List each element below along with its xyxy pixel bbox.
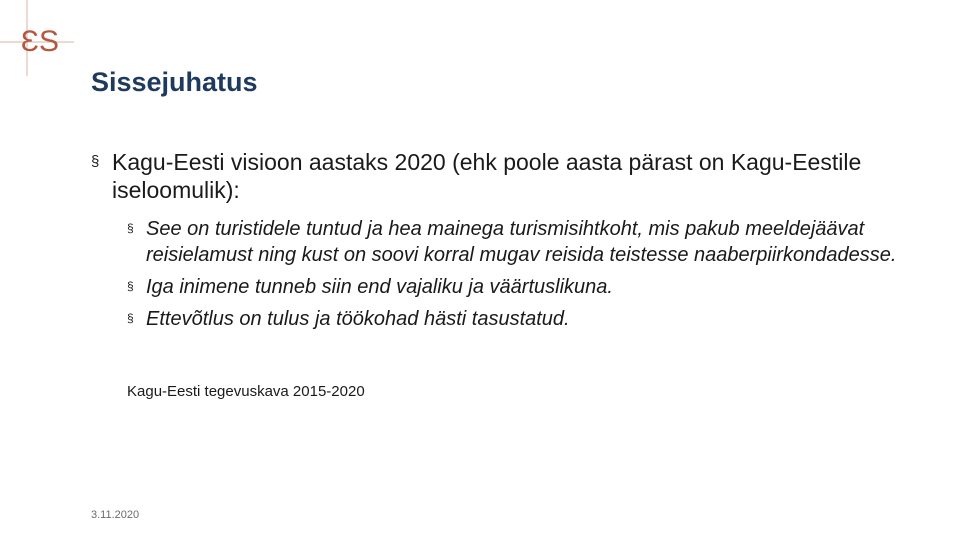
- es-monogram-icon: [0, 0, 80, 80]
- source-citation: Kagu-Eesti tegevuskava 2015-2020: [127, 383, 365, 400]
- slide-date: 3.11.2020: [91, 509, 140, 521]
- bullet-marker-icon: §: [91, 153, 100, 170]
- bullet-list: [91, 148, 911, 332]
- logo-text: ƐS: [20, 25, 60, 58]
- bullet-marker-icon: §: [127, 311, 134, 325]
- sub-bullet-item: [127, 306, 911, 332]
- bullet-marker-icon: §: [127, 221, 134, 235]
- sub-bullet-text: Ettevõtlus on tulus ja töökohad hästi tasustatud.: [146, 308, 570, 330]
- bullet-text: Kagu-Eesti visioon aastaks 2020 (ehk poole aasta pärast on Kagu-Eestile iseloomulik):: [112, 149, 862, 203]
- sub-bullet-text: Iga inimene tunneb siin end vajaliku ja väärtuslikuna.: [146, 276, 613, 298]
- bullet-marker-icon: §: [127, 279, 134, 293]
- sub-bullet-text: See on turistidele tuntud ja hea mainega turismisihtkoht, mis pakub meeldejäävat reisielamust ning kust on soovi korral mugav reisida teistesse naaberpiirkondadesse.: [146, 218, 897, 266]
- sub-bullet-item: [127, 274, 911, 300]
- bullet-item: [91, 148, 911, 204]
- sub-bullet-item: [127, 216, 911, 268]
- slide-title: Sissejuhatus: [91, 67, 258, 97]
